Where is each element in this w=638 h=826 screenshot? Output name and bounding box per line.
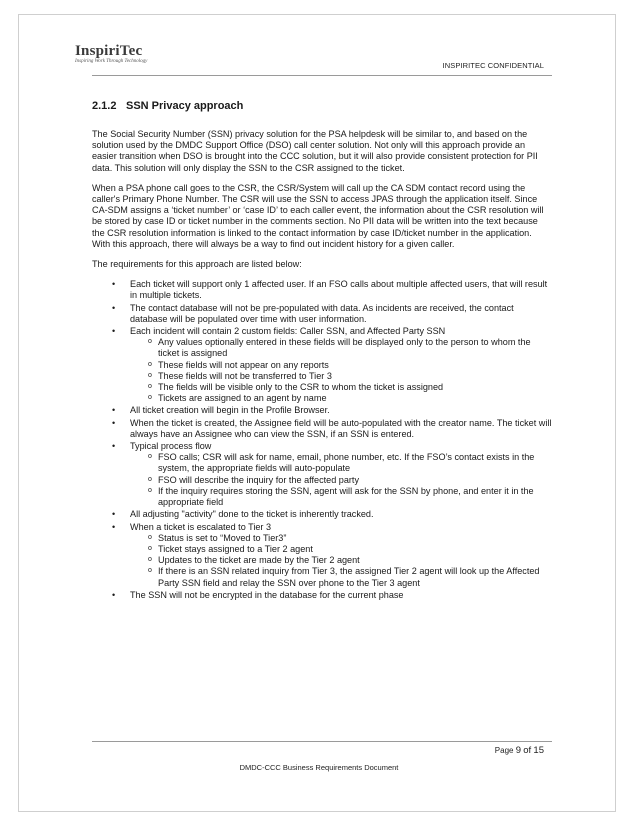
requirement-text: The contact database will not be pre-populated with data. As incidents are received, the contact database will be populated over time with user information. <box>130 302 514 324</box>
sub-requirement-item <box>130 371 552 382</box>
section-title: SSN Privacy approach <box>126 100 244 112</box>
sub-requirement-text: Tickets are assigned to an agent by name <box>158 393 327 404</box>
sub-requirement-item <box>130 566 552 588</box>
sub-requirement-item <box>130 475 552 486</box>
requirement-item <box>92 279 552 301</box>
logo-name: InspiriTec <box>75 43 143 59</box>
sub-requirement-text: These fields will not appear on any reports <box>158 359 329 370</box>
requirements-list <box>92 279 552 601</box>
sub-requirement-text: Ticket stays assigned to a Tier 2 agent <box>158 543 313 554</box>
logo-tagline: Inspiring Work Through Technology <box>75 59 148 64</box>
bullet-circle-icon: o <box>148 383 152 391</box>
bullet-circle-icon: o <box>148 394 152 402</box>
page-total: 15 <box>533 745 544 756</box>
requirement-text: The SSN will not be encrypted in the database for the current phase <box>130 589 404 600</box>
page-current: 9 <box>515 745 522 756</box>
confidential-label: INSPIRITEC CONFIDENTIAL <box>442 61 544 70</box>
bullet-dot-icon: • <box>112 509 116 520</box>
sub-requirement-item <box>130 360 552 371</box>
bullet-circle-icon: o <box>148 371 152 379</box>
sub-requirements-list <box>130 337 552 404</box>
footer-divider <box>92 741 552 742</box>
sub-requirement-text: Updates to the ticket are made by the Tier 2 agent <box>158 555 360 566</box>
bullet-circle-icon: o <box>148 533 152 541</box>
bullet-circle-icon: o <box>148 544 152 552</box>
bullet-dot-icon: • <box>112 441 116 452</box>
sub-requirement-item <box>130 544 552 555</box>
company-logo <box>75 44 147 65</box>
sub-requirement-item <box>130 337 552 359</box>
sub-requirement-text: FSO will describe the inquiry for the affected party <box>158 474 359 485</box>
bullet-dot-icon: • <box>112 279 116 290</box>
sub-requirements-list <box>130 452 552 508</box>
requirement-text: When the ticket is created, the Assignee field will be auto-populated with the creator name. The ticket will always have an Assignee who can view the SSN, if an SSN is entered. <box>130 417 552 439</box>
page-number <box>495 745 544 756</box>
requirement-item <box>92 590 552 601</box>
bullet-circle-icon: o <box>148 453 152 461</box>
requirement-item <box>92 405 552 416</box>
sub-requirements-list <box>130 533 552 589</box>
requirement-text: Each ticket will support only 1 affected user. If an FSO calls about multiple affected users, that will result in multiple tickets. <box>130 279 548 301</box>
bullet-dot-icon: • <box>112 521 116 532</box>
sub-requirement-text: The fields will be visible only to the CSR to whom the ticket is assigned <box>158 382 444 393</box>
section-heading <box>92 99 552 113</box>
requirement-text: When a ticket is escalated to Tier 3 <box>130 521 272 532</box>
requirement-item <box>92 418 552 440</box>
bullet-circle-icon: o <box>148 486 152 494</box>
sub-requirement-item <box>130 555 552 566</box>
bullet-dot-icon: • <box>112 326 116 337</box>
sub-requirement-text: These fields will not be transferred to Tier 3 <box>158 370 332 381</box>
paragraph-intro: The Social Security Number (SSN) privacy solution for the PSA helpdesk will be similar to, and based on the solution used by the DMDC Support Office (DSO) call center solution. Not only will this approach provide an easier transition when DSO is brought into the CCC solution, but it will also provide consistent protection for PII data. This solution will only display the SSN to the CSR assigned to the ticket. <box>92 129 538 173</box>
requirement-item <box>92 441 552 508</box>
sub-requirement-text: Any values optionally entered in these fields will be displayed only to the person to whom the ticket is assigned <box>158 337 531 359</box>
section-number: 2.1.2 <box>92 100 117 112</box>
page-prefix: Page <box>494 746 514 755</box>
sub-requirement-text: If there is an SSN related inquiry from Tier 3, the assigned Tier 2 agent will look up the Affected Party SSN field and relay the SSN over phone to the Tier 3 agent <box>158 566 540 588</box>
sub-requirement-item <box>130 393 552 404</box>
page-content <box>92 99 552 602</box>
requirement-item <box>92 326 552 404</box>
sub-requirement-text: If the inquiry requires storing the SSN, agent will ask for the SSN by phone, and enter it in the appropriate field <box>158 485 534 508</box>
document-name: DMDC-CCC Business Requirements Document <box>239 763 399 772</box>
bullet-dot-icon: • <box>112 589 116 600</box>
paragraph-phone-call: When a PSA phone call goes to the CSR, the CSR/System will call up the CA SDM contact record using the caller's Primary Phone Number. The CSR will use the SSN to access JPAS through the application itself. Since CA-SDM assigns a ‘ticket number’ or ‘case ID’ to each caller event, the information about the CSR resolution will be stored by case ID or ticket number in the comments section. No PII data will be written into the text because the CSR resolution information is linked to the contact information by case ID/ticket number in the application. With this approach, there will always be a way to find out incident history for a given caller. <box>92 182 544 249</box>
bullet-circle-icon: o <box>148 338 152 346</box>
sub-requirement-item <box>130 452 552 474</box>
header-divider <box>92 75 552 76</box>
requirement-item <box>92 522 552 589</box>
requirement-text: All adjusting "activity" done to the ticket is inherently tracked. <box>130 509 374 520</box>
sub-requirement-item <box>130 533 552 544</box>
sub-requirement-text: Status is set to “Moved to Tier3” <box>158 532 287 543</box>
sub-requirement-item <box>130 486 552 508</box>
bullet-circle-icon: o <box>148 556 152 564</box>
requirement-text: Typical process flow <box>130 441 212 452</box>
requirement-item <box>92 509 552 520</box>
bullet-dot-icon: • <box>112 405 116 416</box>
sub-requirement-item <box>130 382 552 393</box>
bullet-circle-icon: o <box>148 360 152 368</box>
sub-requirement-text: FSO calls; CSR will ask for name, email, phone number, etc. If the FSO’s contact exists in the system, the appropriate fields will auto-populate <box>158 452 535 474</box>
requirement-text: Each incident will contain 2 custom fields: Caller SSN, and Affected Party SSN <box>130 326 446 337</box>
bullet-dot-icon: • <box>112 302 116 313</box>
requirement-item <box>92 303 552 325</box>
requirement-text: All ticket creation will begin in the Profile Browser. <box>130 405 330 416</box>
bullet-circle-icon: o <box>148 475 152 483</box>
page-of: of <box>523 745 532 756</box>
bullet-dot-icon: • <box>112 417 116 428</box>
paragraph-requirements-lead: The requirements for this approach are listed below: <box>92 259 302 270</box>
bullet-circle-icon: o <box>148 567 152 575</box>
